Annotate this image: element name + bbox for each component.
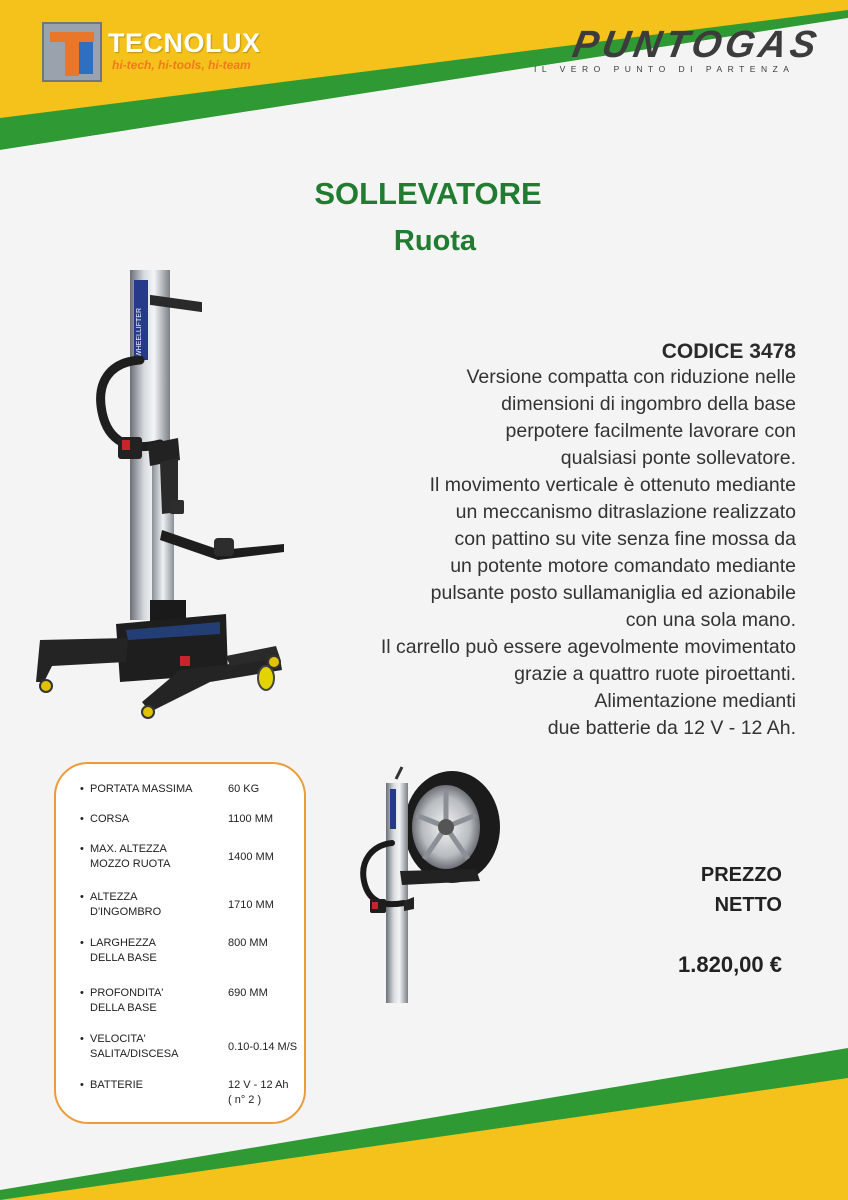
wheel-lifter-image <box>30 262 292 724</box>
spec-label: CORSA <box>90 813 130 825</box>
description-line: perpotere facilmente lavorare con <box>505 420 796 442</box>
wheel-lifter-with-tire-image <box>350 765 510 1010</box>
product-subtitle <box>0 225 848 258</box>
spec-label: DELLA BASE <box>90 952 157 964</box>
footer-band <box>0 1040 848 1200</box>
spec-label: MAX. ALTEZZA <box>90 843 167 855</box>
description-line: pulsante posto sullamaniglia ed azionabile <box>430 582 796 604</box>
product-subtitle-text: Ruota <box>393 225 477 257</box>
description-line: Il carrello può essere agevolmente movimentato <box>380 636 796 658</box>
spec-value: 800 MM <box>228 937 268 949</box>
spec-label: PORTATA MASSIMA <box>90 783 193 795</box>
description-line: con pattino su vite senza fine mossa da <box>454 528 796 550</box>
tecnolux-t-icon <box>42 22 102 82</box>
spec-label: DELLA BASE <box>90 1002 157 1014</box>
spec-label: MOZZO RUOTA <box>90 858 171 870</box>
product-code: CODICE 3478 <box>661 340 796 363</box>
product-title: SOLLEVATORE <box>314 176 542 211</box>
tecnolux-tagline: hi-tech, hi-tools, hi-team <box>112 58 251 72</box>
price-label-line: NETTO <box>714 894 782 916</box>
spec-label: ALTEZZA <box>90 891 138 903</box>
description-line: grazie a quattro ruote piroettanti. <box>514 663 796 685</box>
description-line: Alimentazione medianti <box>594 690 796 712</box>
spec-value: 1710 MM <box>228 899 274 911</box>
spec-value: 1100 MM <box>228 813 274 825</box>
puntogas-logo <box>528 24 828 80</box>
description-line: Versione compatta con riduzione nelle <box>466 366 796 388</box>
spec-value: 690 MM <box>228 987 268 999</box>
price-label <box>701 860 782 920</box>
puntogas-name: PUNTOGAS <box>569 24 824 66</box>
spec-value: 60 KG <box>228 783 260 795</box>
spec-label: PROFONDITA' <box>90 987 164 999</box>
spec-label: LARGHEZZA <box>90 937 157 949</box>
spec-value: 1400 MM <box>228 851 274 863</box>
spec-value: 0.10-0.14 M/S <box>228 1041 298 1053</box>
puntogas-tagline: IL VERO PUNTO DI PARTENZA <box>534 64 795 74</box>
product-description <box>276 338 796 742</box>
spec-value-line: 12 V - 12 Ah <box>228 1079 289 1091</box>
specs-box: • PORTATA MASSIMA 60 KG • CORSA 1100 MM • MAX. ALTEZZA MOZZO RUOTA 1400 MM • ALTEZZA D'INGOMBRO 1710 MM • LARGHEZZA DELLA BASE 800 MM • PROFONDITA' DELLA BASE 690 MM • VELOCITA' SALITA/DISCESA 0.10-0.14 M/S • BATTERIE 12 V - 12 Ah ( n° 2 ) <box>54 762 306 1124</box>
description-line: un potente motore comandato mediante <box>450 555 796 577</box>
description-line: Il movimento verticale è ottenuto mediante <box>429 474 796 496</box>
price-value: 1.820,00 € <box>678 952 782 977</box>
description-line: con una sola mano. <box>625 609 796 631</box>
spec-label: VELOCITA' <box>90 1033 146 1045</box>
spec-value-line: ( n° 2 ) <box>228 1094 262 1106</box>
description-line: due batterie da 12 V - 12 Ah. <box>547 717 796 739</box>
price-label-line: PREZZO <box>700 864 782 886</box>
description-line: dimensioni di ingombro della base <box>501 393 796 415</box>
tecnolux-name: TECNOLUX <box>108 28 261 58</box>
spec-label: BATTERIE <box>90 1079 143 1091</box>
spec-label: D'INGOMBRO <box>90 906 162 918</box>
description-line: un meccanismo ditraslazione realizzato <box>455 501 796 523</box>
tecnolux-logo <box>42 22 302 82</box>
description-line: qualsiasi ponte sollevatore. <box>560 447 796 469</box>
spec-label: SALITA/DISCESA <box>90 1048 179 1060</box>
column-label: WHEELLIFTER <box>136 307 143 357</box>
